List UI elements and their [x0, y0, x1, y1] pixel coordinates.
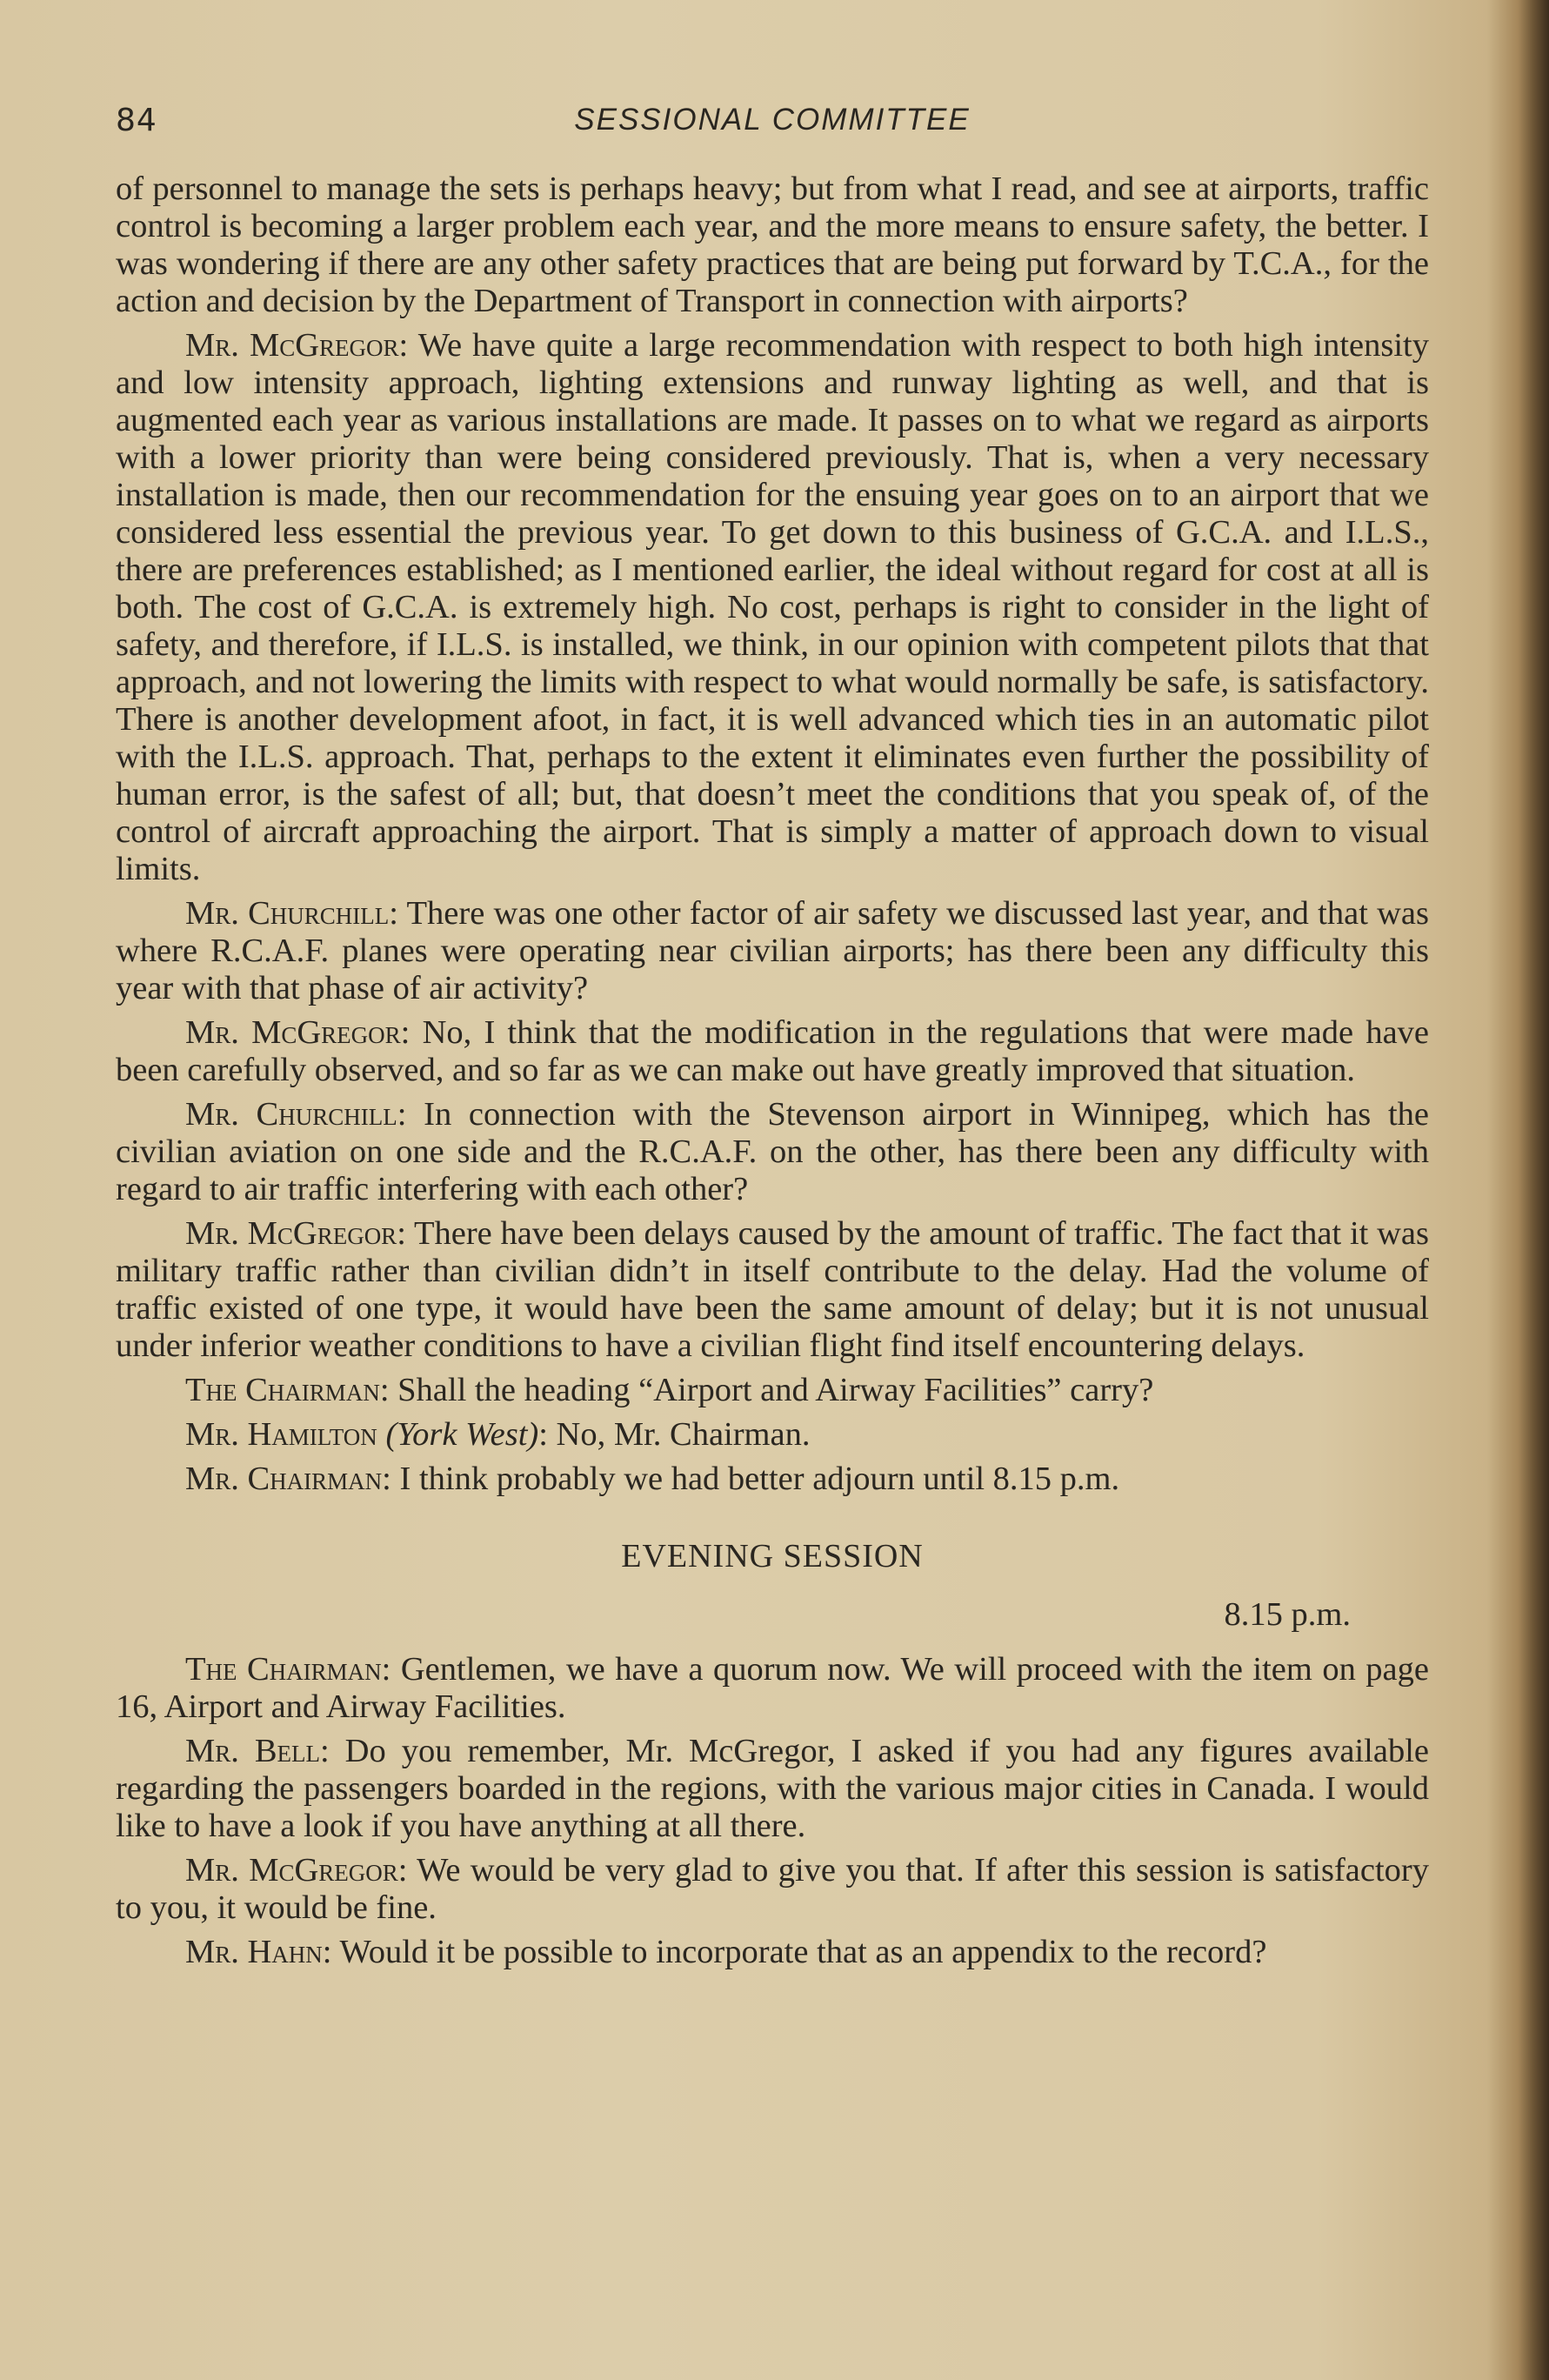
paragraph-text: We would be very glad to give you that. If after this session is satisfactory to you, it would be fine.	[116, 1852, 1429, 1926]
speaker-name: Mr. Chairman:	[185, 1461, 391, 1497]
running-title: SESSIONAL COMMITTEE	[574, 103, 971, 137]
page-header	[116, 103, 1429, 146]
paragraph	[116, 1733, 1429, 1845]
paragraph	[116, 1014, 1429, 1089]
paragraph-text: : No, Mr. Chairman.	[538, 1416, 811, 1453]
speaker-name: Mr. McGregor:	[185, 327, 409, 364]
paragraph	[116, 1096, 1429, 1208]
paragraph-text: of personnel to manage the sets is perhaps heavy; but from what I read, and see at airports, traffic control is becoming a larger problem each year, and the more means to ensure safety, the better. I was wondering if there are any other safety practices that are being put forward by T.C.A., for the action and decision by the Department of Transport in connection with airports?	[116, 170, 1429, 319]
speaker-name: Mr. Churchill:	[185, 895, 398, 932]
paragraph	[116, 327, 1429, 888]
paragraph	[116, 1852, 1429, 1927]
section-title: EVENING SESSION	[621, 1538, 924, 1574]
paragraph	[116, 1215, 1429, 1365]
speaker-name: Mr. Hamilton	[185, 1416, 377, 1453]
paragraph-text: Gentlemen, we have a quorum now. We will proceed with the item on page 16, Airport and Airway Facilities.	[116, 1651, 1429, 1725]
speaker-name: Mr. Bell:	[185, 1733, 330, 1769]
paragraph-text: Do you remember, Mr. McGregor, I asked if you had any figures available regarding the passengers boarded in the regions, with the various major cities in Canada. I would like to have a look if you have anything at all there.	[116, 1733, 1429, 1844]
paragraph-text: There was one other factor of air safety we discussed last year, and that was where R.C.A.F. planes were operating near civilian airports; has there been any difficulty this year with that phase of air activity?	[116, 895, 1430, 1006]
speaker-name: Mr. McGregor:	[185, 1014, 411, 1051]
speaker-name: The Chairman:	[185, 1372, 390, 1408]
speaker-name: Mr. McGregor:	[185, 1215, 406, 1252]
paragraph-text: There have been delays caused by the amount of traffic. The fact that it was military traffic rather than civilian didn’t in itself contribute to the delay. Had the volume of traffic existed of one type, it would have been the same amount of delay; but it is not unusual under inferior weather conditions to have a civilian flight find itself encountering delays.	[116, 1215, 1430, 1364]
speaker-riding: (York West)	[385, 1416, 539, 1453]
paragraph-text: No, I think that the modification in the regulations that were made have been carefully observed, and so far as we can make out have greatly improved that situation.	[116, 1014, 1429, 1088]
paragraph	[116, 1934, 1429, 1971]
session-time: 8.15 p.m.	[1224, 1596, 1351, 1633]
paragraph	[116, 895, 1429, 1007]
paragraph	[116, 1651, 1429, 1726]
paragraph	[116, 1461, 1429, 1498]
page-number: 84	[116, 103, 157, 138]
paragraph-text: I think probably we had better adjourn until 8.15 p.m.	[399, 1461, 1120, 1497]
speaker-name: Mr. McGregor:	[185, 1852, 408, 1889]
paragraph-text: Would it be possible to incorporate that as an appendix to the record?	[339, 1934, 1267, 1970]
speaker-name: The Chairman:	[185, 1651, 391, 1688]
paragraph	[116, 1372, 1429, 1409]
page-body	[116, 170, 1429, 1978]
paragraph	[116, 170, 1429, 320]
paragraph	[116, 1416, 1429, 1454]
paragraph-text: Shall the heading “Airport and Airway Facilities” carry?	[397, 1372, 1154, 1408]
paragraph-text: In connection with the Stevenson airport in Winnipeg, which has the civilian aviation on one side and the R.C.A.F. on the other, has there been any difficulty with regard to air traffic interfering with each other?	[116, 1096, 1430, 1207]
speaker-name: Mr. Churchill:	[185, 1096, 407, 1133]
paragraph-text: We have quite a large recommendation with respect to both high intensity and low intensity approach, lighting extensions and runway lighting as well, and that is augmented each year as various installations are made. It passes on to what we regard as airports with a lower priority than were being considered previously. That is, when a very necessary installation is made, then our recommendation for the ensuing year goes on to an airport that we considered less essential the previous year. To get down to this business of G.C.A. and I.L.S., there are preferences established; as I mentioned earlier, the ideal without regard for cost at all is both. The cost of G.C.A. is extremely high. No cost, perhaps is right to consider in the light of safety, and therefore, if I.L.S. is installed, we think, in our opinion with competent pilots that that approach, and not lowering the limits with respect to what would normally be safe, is satisfactory. There is another development afoot, in fact, it is well advanced which ties in an automatic pilot with the I.L.S. approach. That, perhaps to the extent it eliminates even further the possibility of human error, is the safest of all; but, that doesn’t meet the conditions that you speak of, of the control of aircraft approaching the airport. That is simply a matter of approach down to visual limits.	[116, 327, 1429, 887]
speaker-name: Mr. Hahn:	[185, 1934, 332, 1970]
